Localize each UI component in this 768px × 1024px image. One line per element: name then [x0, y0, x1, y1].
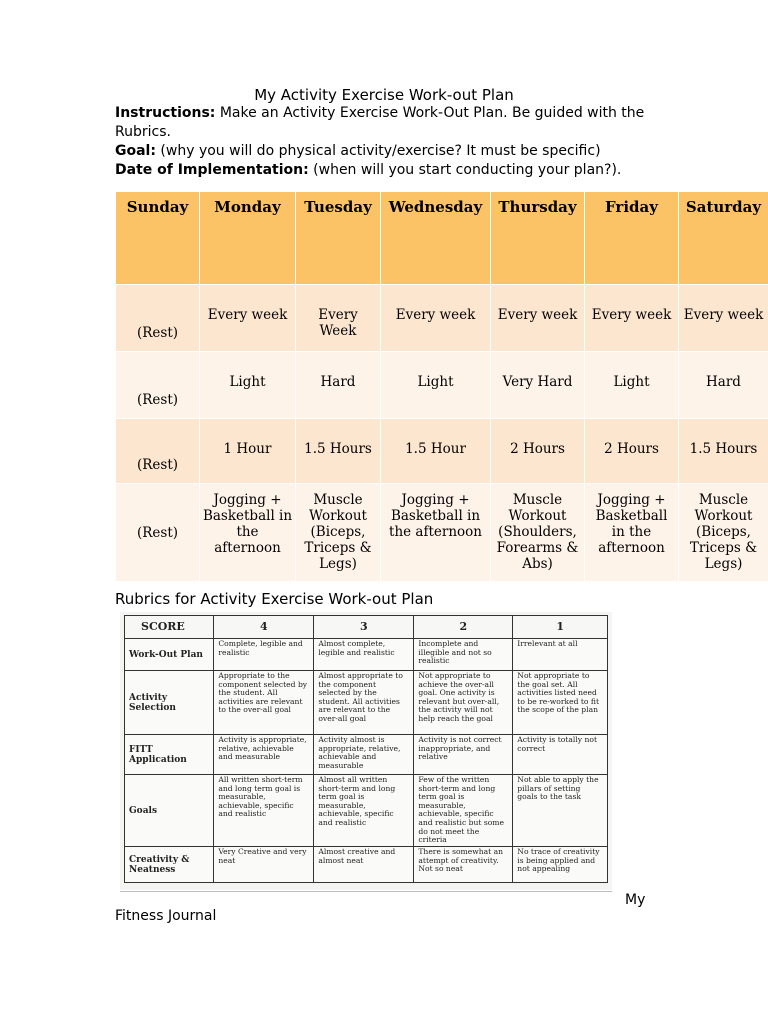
- plan-cell: Every week: [585, 285, 679, 352]
- page-title: My Activity Exercise Work-out Plan: [254, 86, 514, 104]
- plan-cell: 2 Hours: [585, 419, 679, 484]
- plan-header-row: [116, 192, 768, 285]
- plan-cell: Every week: [491, 285, 585, 352]
- plan-cell: Light: [585, 352, 679, 419]
- day-header: Tuesday: [296, 192, 381, 285]
- rubric-cell: Activity is totally not correct: [513, 735, 608, 775]
- day-header: Wednesday: [381, 192, 491, 285]
- day-header: Saturday: [679, 192, 768, 285]
- rubric-header-row: [125, 616, 608, 639]
- day-header: Thursday: [491, 192, 585, 285]
- plan-cell: Light: [381, 352, 491, 419]
- weekly-plan-table: [115, 191, 768, 582]
- rubric-criterion: Goals: [125, 775, 214, 847]
- instructions-line: [115, 104, 675, 142]
- plan-cell: (Rest): [116, 419, 200, 484]
- rubric-cell: Complete, legible and realistic: [214, 639, 314, 671]
- plan-row-type: [116, 484, 768, 582]
- rubric-cell: Few of the written short-term and long term goal is measurable, achievable, specific and realistic but some do not meet the criteria: [414, 775, 513, 847]
- rubric-cell: Almost appropriate to the component selected by the student. All activities are relevant to the over-all goal: [314, 671, 414, 735]
- rubric-cell: Not appropriate to achieve the over-all goal. One activity is relevant but over-all, the activity will not help reach the goal: [414, 671, 513, 735]
- rubric-row: [125, 639, 608, 671]
- divider: [120, 891, 612, 892]
- plan-cell: Hard: [679, 352, 768, 419]
- day-header: Friday: [585, 192, 679, 285]
- plan-cell: (Rest): [116, 285, 200, 352]
- plan-cell: Very Hard: [491, 352, 585, 419]
- rubric-header: 2: [414, 616, 513, 639]
- goal-line: [115, 142, 675, 161]
- plan-cell: Hard: [296, 352, 381, 419]
- rubric-cell: Almost complete, legible and realistic: [314, 639, 414, 671]
- rubric-title: Rubrics for Activity Exercise Work-out Plan: [115, 590, 434, 608]
- rubric-image: [120, 612, 612, 890]
- instructions-label: Instructions:: [115, 105, 216, 121]
- plan-cell: Jogging + Basketball in the afternoon: [585, 484, 679, 582]
- date-text: (when will you start conducting your plan?).: [308, 162, 622, 178]
- rubric-cell: Almost creative and almost neat: [314, 847, 414, 883]
- plan-cell: 1 Hour: [200, 419, 296, 484]
- instructions-text: Make an Activity Exercise Work-Out Plan. Be guided with the Rubrics.: [115, 105, 645, 140]
- rubric-criterion: Work-Out Plan: [125, 639, 214, 671]
- plan-cell: Every week: [200, 285, 296, 352]
- plan-cell: Jogging + Basketball in the afternoon: [200, 484, 296, 582]
- rubric-header: 3: [314, 616, 414, 639]
- plan-cell: (Rest): [116, 484, 200, 582]
- rubric-table: [124, 615, 608, 883]
- rubric-cell: Activity is not correct inappropriate, and relative: [414, 735, 513, 775]
- plan-cell: 1.5 Hours: [679, 419, 768, 484]
- plan-cell: Every week: [679, 285, 768, 352]
- plan-cell: Jogging + Basketball in the afternoon: [381, 484, 491, 582]
- rubric-cell: Appropriate to the component selected by the student. All activities are relevant to the over-all goal: [214, 671, 314, 735]
- plan-row-time: [116, 419, 768, 484]
- rubric-criterion: FITT Application: [125, 735, 214, 775]
- date-label: Date of Implementation:: [115, 162, 309, 178]
- plan-cell: Every Week: [296, 285, 381, 352]
- rubric-header: 1: [513, 616, 608, 639]
- plan-row-frequency: [116, 285, 768, 352]
- goal-text: (why you will do physical activity/exercise? It must be specific): [155, 143, 601, 159]
- rubric-header: 4: [214, 616, 314, 639]
- rubric-criterion: Activity Selection: [125, 671, 214, 735]
- rubric-cell: Almost all written short-term and long term goal is measurable, achievable, specific and realistic: [314, 775, 414, 847]
- rubric-row: [125, 847, 608, 883]
- rubric-cell: Irrelevant at all: [513, 639, 608, 671]
- plan-cell: 2 Hours: [491, 419, 585, 484]
- rubric-cell: There is somewhat an attempt of creativity. Not so neat: [414, 847, 513, 883]
- day-header: Sunday: [116, 192, 200, 285]
- rubric-cell: Activity almost is appropriate, relative, achievable and measurable: [314, 735, 414, 775]
- plan-row-intensity: [116, 352, 768, 419]
- intro-block: [115, 104, 675, 180]
- plan-cell: 1.5 Hours: [296, 419, 381, 484]
- rubric-row: [125, 735, 608, 775]
- rubric-row: [125, 775, 608, 847]
- plan-cell: Muscle Workout (Shoulders, Forearms & Abs): [491, 484, 585, 582]
- rubric-cell: Not able to apply the pillars of setting goals to the task: [513, 775, 608, 847]
- rubric-cell: Incomplete and illegible and not so realistic: [414, 639, 513, 671]
- date-line: [115, 161, 675, 180]
- rubric-cell: All written short-term and long term goal is measurable, achievable, specific and realistic: [214, 775, 314, 847]
- plan-cell: Muscle Workout (Biceps, Triceps & Legs): [296, 484, 381, 582]
- plan-cell: 1.5 Hour: [381, 419, 491, 484]
- goal-label: Goal:: [115, 143, 156, 159]
- rubric-cell: Activity is appropriate, relative, achievable and measurable: [214, 735, 314, 775]
- footer-my-text: My: [625, 892, 646, 908]
- rubric-cell: Very Creative and very neat: [214, 847, 314, 883]
- plan-cell: (Rest): [116, 352, 200, 419]
- rubric-criterion: Creativity & Neatness: [125, 847, 214, 883]
- footer-fitness-journal: Fitness Journal: [115, 908, 217, 924]
- plan-cell: Light: [200, 352, 296, 419]
- plan-cell: Muscle Workout (Biceps, Triceps & Legs): [679, 484, 768, 582]
- rubric-cell: No trace of creativity is being applied and not appealing: [513, 847, 608, 883]
- rubric-row: [125, 671, 608, 735]
- plan-cell: Every week: [381, 285, 491, 352]
- day-header: Monday: [200, 192, 296, 285]
- rubric-cell: Not appropriate to the goal set. All activities listed need to be re-worked to fit the scope of the plan: [513, 671, 608, 735]
- rubric-header: SCORE: [125, 616, 214, 639]
